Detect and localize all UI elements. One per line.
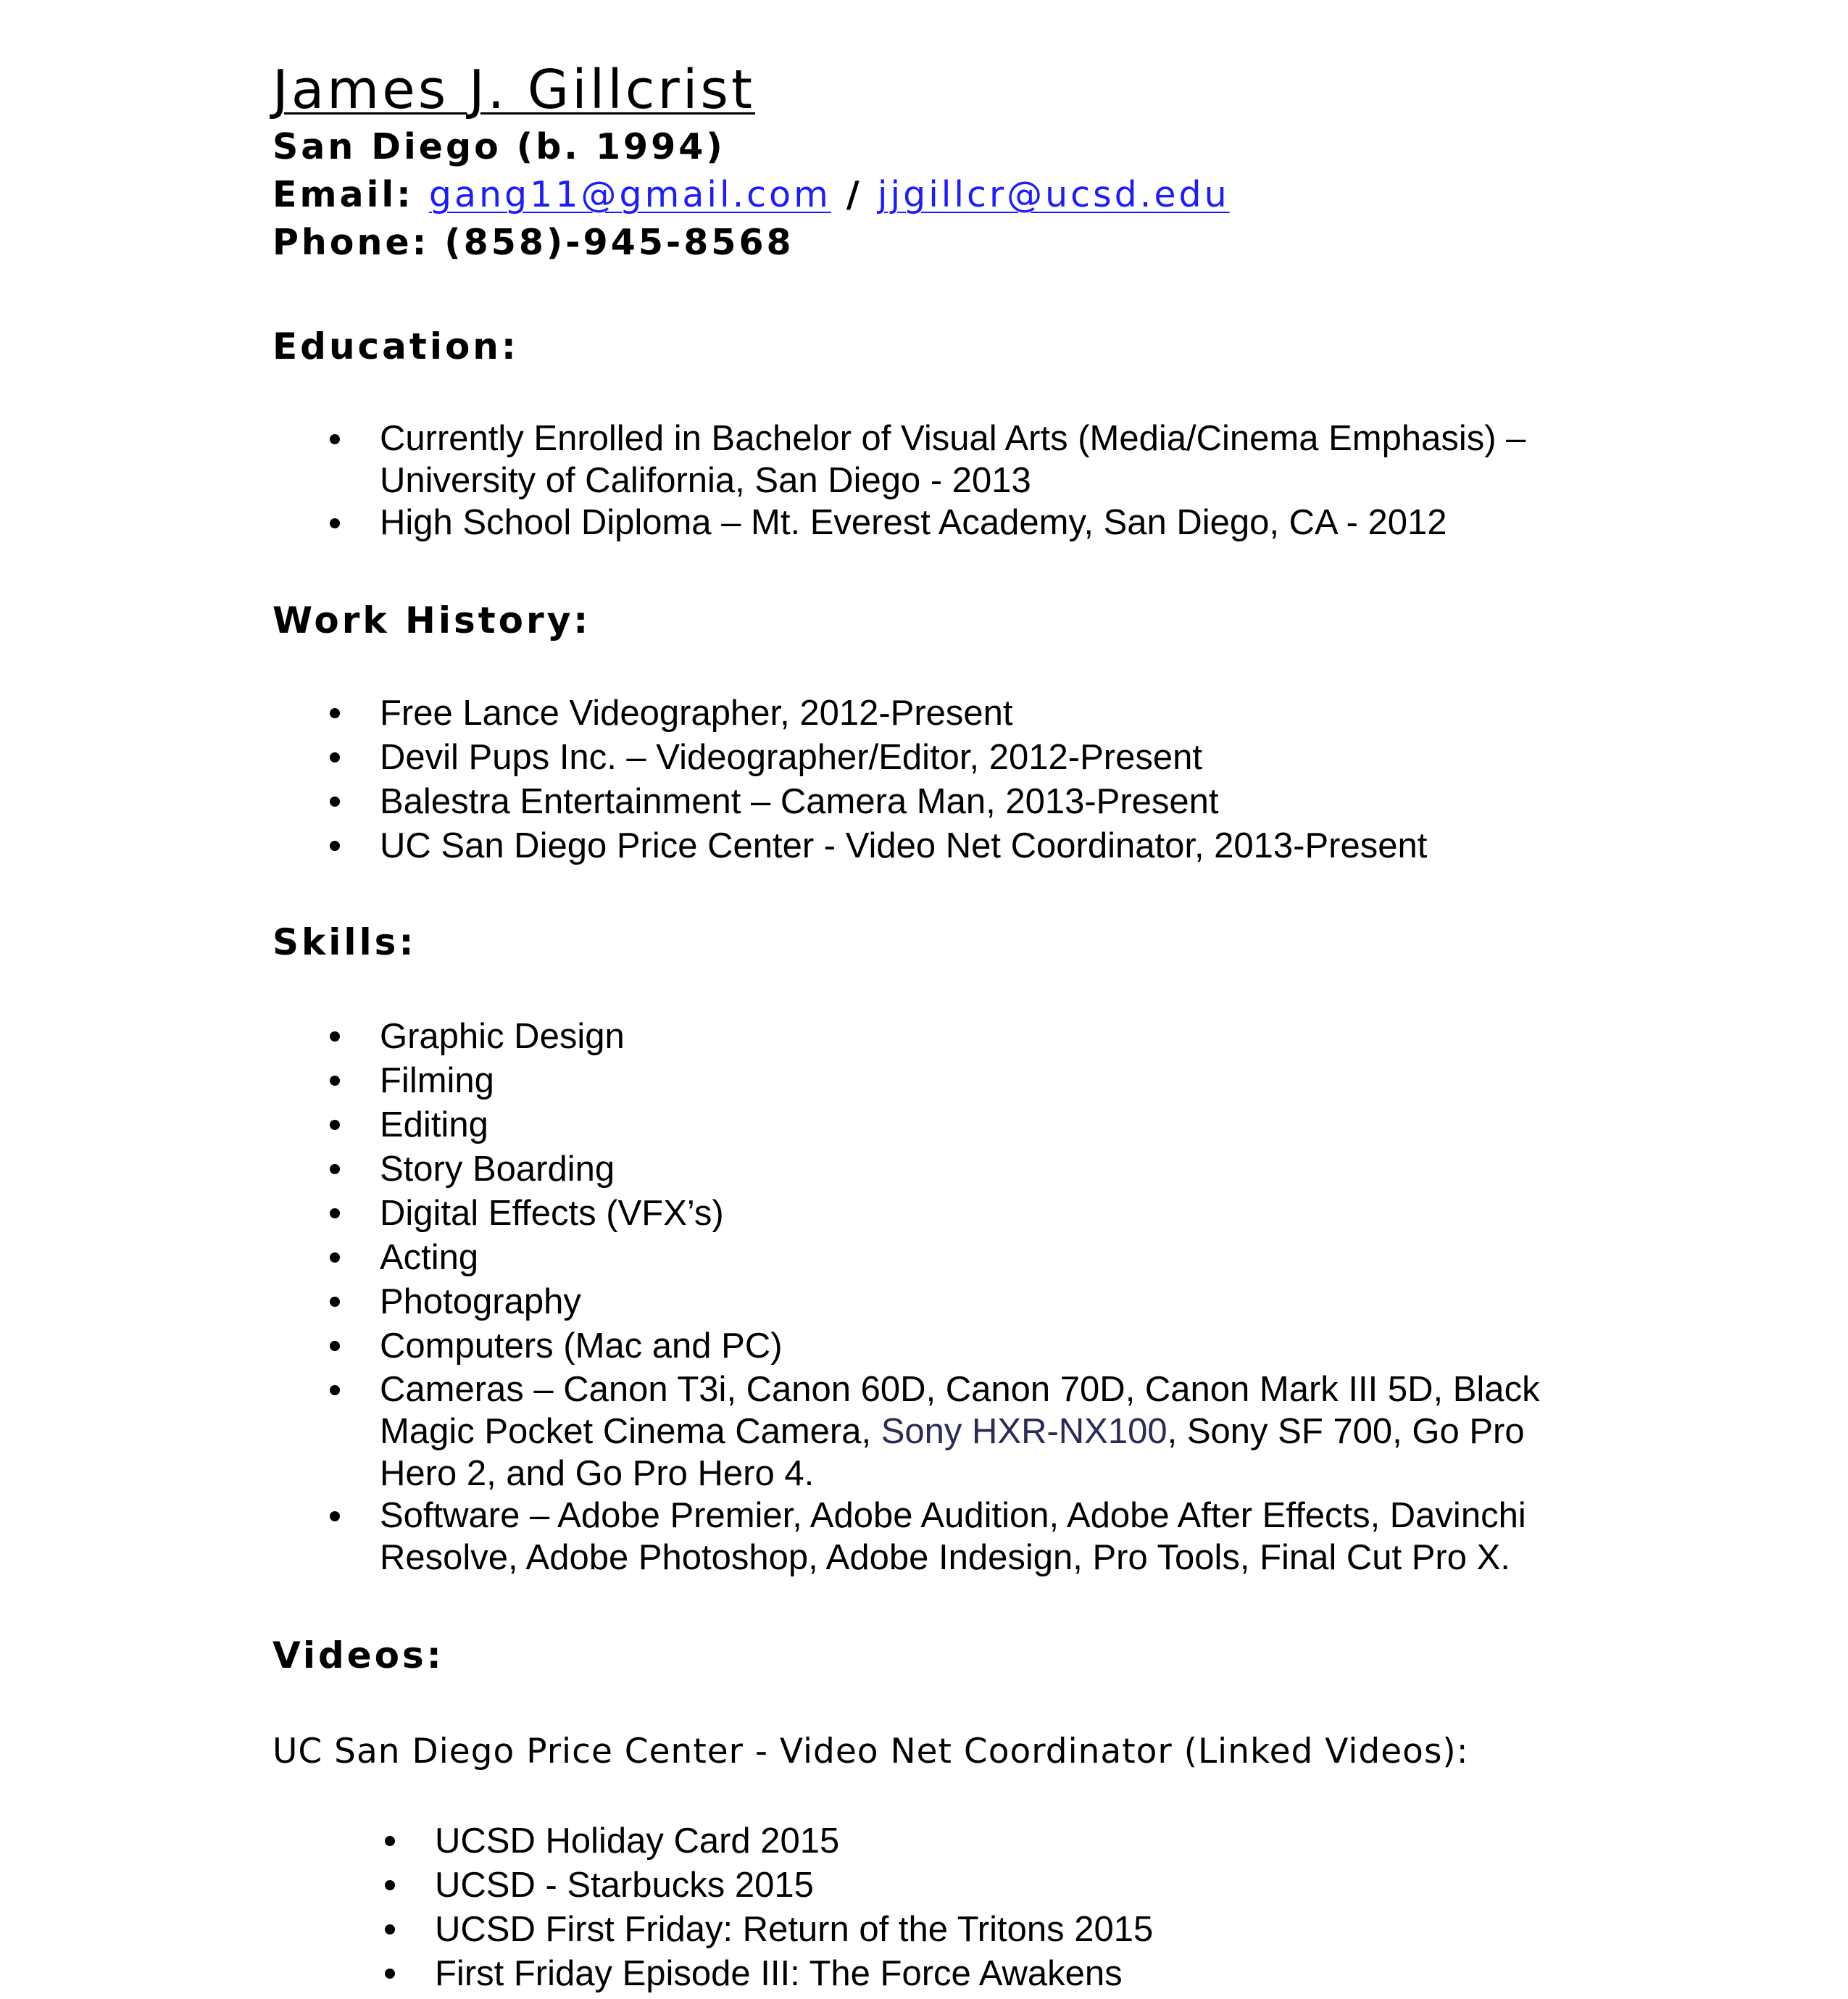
bullet-icon <box>330 1385 340 1395</box>
bullet-icon <box>385 1836 395 1846</box>
bullet-icon <box>330 708 340 718</box>
bullet-icon <box>330 1511 340 1521</box>
list-item: UC San Diego Price Center - Video Net Coordinator, 2013-Present <box>0 824 1597 868</box>
bullet-icon <box>330 841 340 851</box>
video-link-item[interactable]: UCSD Holiday Card 2015 <box>0 1819 1594 1863</box>
location-line: San Diego (b. 1994) <box>272 126 725 167</box>
videos-list <box>0 1819 1594 1996</box>
list-item: Devil Pups Inc. – Videographer/Editor, 2012-Present <box>0 736 1597 780</box>
email-separator: / <box>846 174 862 215</box>
resume-header <box>272 57 1230 267</box>
email-link-gmail[interactable]: gang11@gmail.com <box>428 174 831 215</box>
education-heading: Education: <box>272 325 519 367</box>
list-item: Editing <box>0 1103 1597 1147</box>
video-link-item[interactable]: UCSD - Starbucks 2015 <box>0 1863 1594 1908</box>
bullet-icon <box>385 1969 395 1979</box>
videos-heading: Videos: <box>272 1634 444 1676</box>
work-history-heading: Work History: <box>272 599 591 641</box>
list-item: Story Boarding <box>0 1147 1597 1192</box>
videos-subheading: UC San Diego Price Center - Video Net Coordinator (Linked Videos): <box>272 1732 1469 1771</box>
list-item-cameras: Cameras – Canon T3i, Canon 60D, Canon 70D, Canon Mark III 5D, Black Magic Pocket Cinema Camera, Sony HXR-NX100, Sony SF 700, Go Pro Hero 2, and Go Pro Hero 4. <box>0 1368 1597 1495</box>
list-item: Currently Enrolled in Bachelor of Visual Arts (Media/Cinema Emphasis) – University of California, San Diego - 2013 <box>0 417 1597 502</box>
bullet-icon <box>330 1252 340 1263</box>
bullet-icon <box>330 1208 340 1218</box>
bullet-icon <box>385 1924 395 1934</box>
bullet-icon <box>330 1076 340 1086</box>
list-item: Graphic Design <box>0 1015 1597 1059</box>
list-item: Filming <box>0 1059 1597 1103</box>
list-item: Acting <box>0 1236 1597 1280</box>
bullet-icon <box>330 1164 340 1174</box>
person-name: James J. Gillcrist <box>272 59 755 121</box>
bullet-icon <box>330 518 340 528</box>
bullet-icon <box>330 1120 340 1130</box>
skills-heading: Skills: <box>272 921 417 963</box>
work-history-list <box>0 691 1597 868</box>
bullet-icon <box>330 752 340 762</box>
list-item: Balestra Entertainment – Camera Man, 2013-Present <box>0 780 1597 824</box>
video-link-item[interactable]: First Friday Episode III: The Force Awakens <box>0 1952 1594 1996</box>
list-item: Computers (Mac and PC) <box>0 1324 1597 1368</box>
email-label: Email: <box>272 174 414 215</box>
list-item: Photography <box>0 1280 1597 1324</box>
bullet-icon <box>330 1031 340 1042</box>
bullet-icon <box>385 1880 395 1890</box>
list-item: Digital Effects (VFX’s) <box>0 1192 1597 1236</box>
email-line <box>272 171 1230 219</box>
bullet-icon <box>330 797 340 807</box>
bullet-icon <box>330 1341 340 1351</box>
bullet-icon <box>330 1297 340 1307</box>
bullet-icon <box>330 434 340 444</box>
email-link-ucsd[interactable]: jjgillcr@ucsd.edu <box>877 174 1230 215</box>
skills-list <box>0 1015 1597 1579</box>
video-link-item[interactable]: UCSD First Friday: Return of the Tritons 2015 <box>0 1908 1594 1952</box>
sony-camera-text: Sony HXR-NX100 <box>881 1412 1168 1451</box>
list-item: High School Diploma – Mt. Everest Academy, San Diego, CA - 2012 <box>0 502 1597 544</box>
list-item-software: Software – Adobe Premier, Adobe Audition, Adobe After Effects, Davinchi Resolve, Adobe Photoshop, Adobe Indesign, Pro Tools, Final Cut Pro X. <box>0 1495 1597 1579</box>
education-list <box>0 417 1597 544</box>
phone-line: Phone: (858)-945-8568 <box>272 222 794 263</box>
list-item: Free Lance Videographer, 2012-Present <box>0 691 1597 736</box>
